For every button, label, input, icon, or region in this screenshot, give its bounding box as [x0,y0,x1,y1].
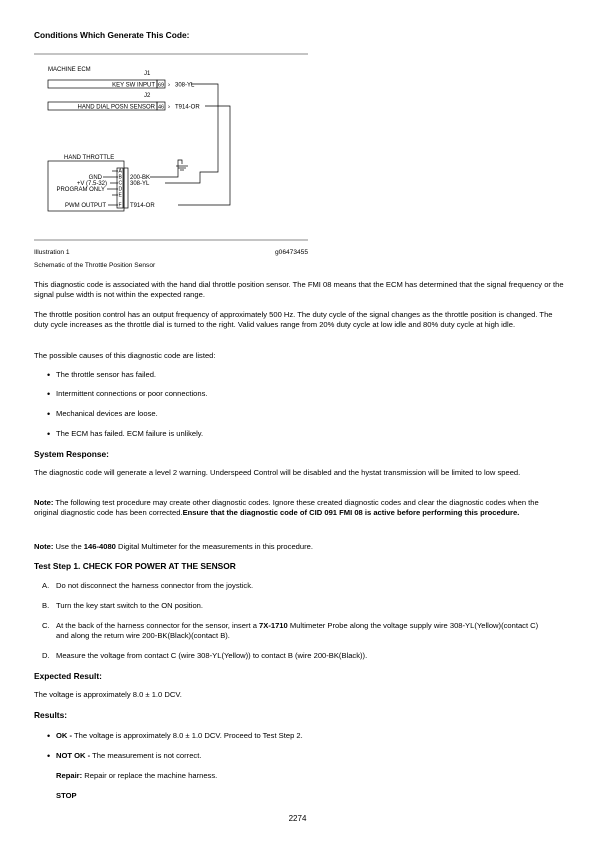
bullet-icon: • [47,429,51,439]
system-response-heading: System Response: [34,449,109,459]
step-text: Turn the key start switch to the ON position. [56,601,204,610]
list-item [47,389,208,399]
results-heading: Results: [34,710,68,720]
pin-69: 69 [158,82,165,89]
repair-text: Repair or replace the machine harness. [82,771,218,780]
cause-text: The ECM has failed. ECM failure is unlikely. [56,429,204,438]
note-multimeter [34,542,564,552]
note-text: Digital Multimeter for the measurements in this procedure. [115,542,313,551]
test-step-heading: Test Step 1. CHECK FOR POWER AT THE SENSOR [34,561,236,571]
step-item [42,581,254,591]
step-text: At the back of the harness connector for the sensor, insert a [56,621,260,630]
wire-308-yl-label: 308-YL [130,181,150,187]
pin-d: D [118,186,123,193]
bullet-icon: • [47,389,51,399]
step-letter: B. [42,601,50,610]
step-text: Multimeter Probe along the voltage supply wire 308-YL(Yellow)(contact C) and along the return wire 200-BK(Black)(contact B). [56,621,539,641]
step-item [42,601,204,611]
step-text: Measure the voltage from contact C (wire 308-YL(Yellow)) to contact B (wire 200-BK(Black)). [56,651,368,660]
bullet-icon: • [47,751,51,761]
step-item [42,651,368,661]
pin-c: C [118,180,123,187]
illustration-caption: Schematic of the Throttle Position Sensor [34,262,156,269]
note-procedure [34,498,564,519]
cause-text: The throttle sensor has failed. [56,370,157,379]
note-label: Note: [34,542,54,551]
pin-f: F [118,202,122,209]
note-bold-text: Ensure that the diagnostic code of CID 091 FMI 08 is active before performing this procedure. [182,508,520,518]
wire-200-bk-label: 200-BK [130,175,151,181]
pin-e: E [118,192,122,199]
wire-t914-or-label-top: T914-OR [175,104,200,111]
program-only-label: PROGRAM ONLY [56,187,105,193]
j1-label: J1 [144,71,151,77]
conditions-heading: Conditions Which Generate This Code: [34,30,190,40]
wire-308-yl-top: › [168,82,170,89]
illustration-label: Illustration 1 [34,249,70,256]
hand-dial-sensor-label: HAND DIAL POSN SENSOR [77,104,155,111]
intro-paragraph-1: This diagnostic code is associated with the hand dial throttle position sensor. The FMI 08 means that the ECM has determined that the signal frequency or the signal pulse width is not within the expected range. [34,280,564,300]
pin-46: 46 [158,104,165,111]
part-number: 146-4080 [83,542,116,551]
pwm-output-label: PWM OUTPUT [65,203,106,209]
hand-throttle-label: HAND THROTTLE [64,155,115,161]
step-text: Do not disconnect the harness connector from the joystick. [56,581,254,590]
intro-paragraph-3: The possible causes of this diagnostic code are listed: [34,351,216,360]
not-ok-text: The measurement is not correct. [90,751,202,760]
note-label: Note: [34,498,54,507]
step-letter: A. [42,581,50,590]
list-item [47,429,204,439]
ok-label: OK - [56,731,73,740]
bullet-icon: • [47,409,51,419]
repair-label: Repair: [56,771,83,780]
wire-t914-or-label: T914-OR [130,203,155,209]
step-letter: D. [42,651,50,660]
bullet-icon: • [47,731,51,741]
step-letter: C. [42,621,50,630]
result-not-ok [47,751,202,761]
illustration-code: g06473455 [274,249,308,256]
list-item [47,370,157,380]
not-ok-label: NOT OK - [56,751,91,760]
repair-instruction [56,771,217,781]
v-supply-label: +V (7.5-32) [76,181,107,187]
intro-paragraph-2: The throttle position control has an output frequency of approximately 500 Hz. The duty cycle of the signal changes as the throttle position is changed. The duty cycle increases as the throttle dial is turned to the right. Valid values range from 20% duty cycle at low idle and 80% duty cycle at high idle. [34,310,553,330]
ecm-label: MACHINE ECM [48,67,91,73]
expected-result-text: The voltage is approximately 8.0 ± 1.0 DCV. [34,690,182,699]
key-sw-input-label: KEY SW INPUT [112,82,155,89]
page-number: 2274 [288,814,307,823]
note-text: The following test procedure may create other diagnostic codes. Ignore these created diagnostic codes and clear the diagnostic codes when the original diagnostic code has been corrected. [34,498,539,518]
step-item [42,621,551,642]
gnd-label: GND [88,175,102,181]
note-text: Use the [53,542,84,551]
list-item [47,409,158,419]
stop-text: STOP [56,791,77,800]
part-number: 7X-1710 [259,621,288,630]
stop-label [56,791,77,801]
system-response-text: The diagnostic code will generate a level 2 warning. Underspeed Control will be disabled and the hystat transmission will be limited to low speed. [34,468,521,477]
expected-result-heading: Expected Result: [34,671,102,681]
ok-text: The voltage is approximately 8.0 ± 1.0 DCV. Proceed to Test Step 2. [72,731,303,740]
wire-308-yl-label-top: 308-YL [175,82,195,89]
pin-b: B [118,174,122,181]
result-ok [47,731,303,741]
cause-text: Intermittent connections or poor connections. [56,389,208,398]
cause-text: Mechanical devices are loose. [56,409,158,418]
pin-a: A [118,168,122,175]
j2-label: J2 [144,93,151,99]
throttle-schematic [0,0,595,280]
wire-t914-arrow-top: › [168,104,170,111]
bullet-icon: • [47,370,51,380]
